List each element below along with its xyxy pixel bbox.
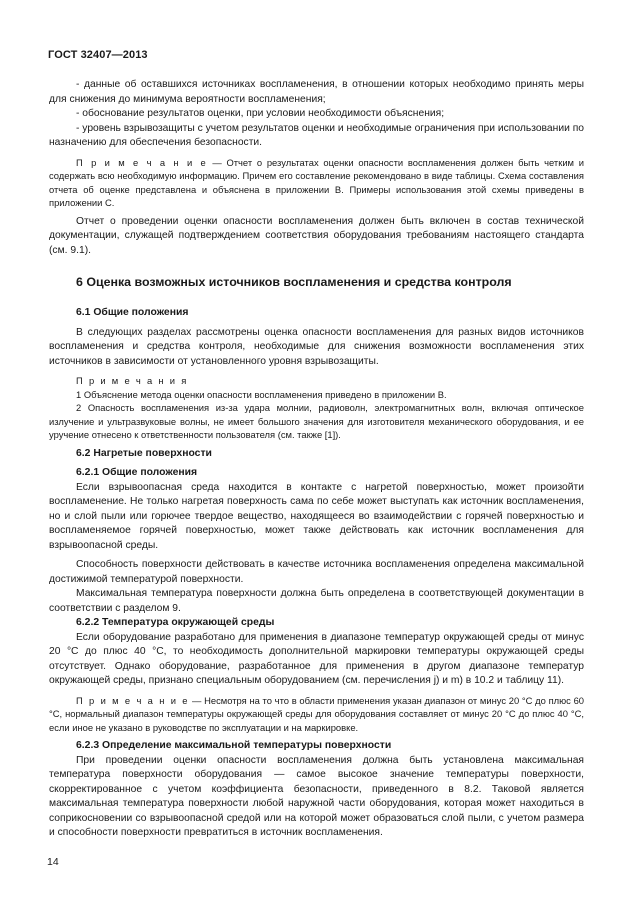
document-body [49,78,584,841]
section-6-heading: 6 Оценка возможных источников воспламенения и средства контроля [76,275,512,289]
paragraph-6-2-2: Если оборудование разработано для применения в диапазоне температур окружающей среды от минус 20 °С до плюс 40 °С, то необходимость дополнительной маркировки температуры окружающей среды отсутствует. Однако оборудование, разработанное для применения в другом диапазоне температур окружающей среды, признано специальным оборудованием (см. перечисления j) и m) в 10.2 и таблицу 11). [49,631,584,686]
list-item: - уровень взрывозащиты с учетом результатов оценки и необходимые ограничения при использовании по назначению для обеспечения безопасности. [49,122,584,148]
section-6-1-heading: 6.1 Общие положения [76,307,189,318]
section-6-2-1-heading: 6.2.1 Общие положения [76,467,198,478]
paragraph-6-2-3: При проведении оценки опасности воспламенения должна быть установлена максимальная температура поверхности оборудования — самое высокое значение температуры поверхности, скорректированное с учетом коэффициента безопасности, приведенного в 8.2. Таковой является максимальная температура поверхности любой наружной части оборудования, которая может находиться в соприкосновении со взрывоопасной средой или на которой может образоваться слой пыли, с учетом размера и способности поверхности превратиться в источник воспламенения. [49,754,584,838]
section-6-2-heading: 6.2 Нагретые поверхности [76,447,212,459]
note-text: — Отчет о результатах оценки опасности воспламенения должен быть четким и содержать всю необходимую информацию. Причем его составление рекомендовано в виде таблицы. Схема составления отчета об оценке представлена и объяснена в приложении В. Примеры использования этой схемы приведены в приложении С. [49,156,584,208]
section-6-2-2-heading: 6.2.2 Температура окружающей среды [76,617,275,628]
note-report-format [49,156,584,210]
note-ambient-temperature [49,694,584,735]
notes-label: П р и м е ч а н и я [76,375,189,386]
list-item: - данные об оставшихся источниках воспламенения, в отношении которых необходимо принять меры для снижения до минимума вероятности воспламенения; [49,79,584,105]
list-item: - обоснование результатов оценки, при условии необходимости объяснения; [76,108,445,119]
note-label: П р и м е ч а н и е [76,694,190,706]
paragraph-6-2-1-b: Способность поверхности действовать в качестве источника воспламенения определена максимальной достижимой температурой поверхности. [49,559,584,585]
note-text: — Несмотря на то что в области применения указан диапазон от минус 20 °С до плюс 60 °С, нормальный диапазон температуры окружающей среды для оборудования составляет от минус 20 °С до плюс 40 °С, если иное не указано в руководстве по эксплуатации и на маркировке. [49,694,584,733]
section-6-2-3-heading: 6.2.3 Определение максимальной температуры поверхности [76,740,392,751]
document-code-header: ГОСТ 32407—2013 [48,49,148,61]
paragraph-6-2-1-a: Если взрывоопасная среда находится в контакте с нагретой поверхностью, может произойти воспламенение. Не только нагретая поверхность сама по себе может выступать как источник воспламенения, но и слой пыли или горючее твердое вещество, находящееся во взаимодействии с горячей поверхностью и воспламеняемое горячей поверхностью, может также действовать как источник воспламенения для взрывоопасной среды. [49,481,584,551]
paragraph-6-1: В следующих разделах рассмотрены оценка опасности воспламенения для разных видов источников воспламенения и средства контроля, необходимые для снижения возможности воспламенения этих источников в зависимости от установленного уровня взрывозащиты. [49,326,584,367]
note-2: 2 Опасность воспламенения из-за удара молнии, радиоволн, электромагнитных волн, включая оптическое излучение и ультразвуковые волны, не имеет большого значения для изготовителя механического оборудования, и ее уручение отнесено к ответственности пользователя (см. также [1]). [49,402,584,440]
note-label: П р и м е ч а н и е [76,156,208,168]
note-1: 1 Объяснение метода оценки опасности воспламенения приведено в приложении В. [76,388,447,400]
paragraph-report: Отчет о проведении оценки опасности воспламенения должен быть включен в состав технической документации, служащей подтверждением соответствия оборудования требованиям настоящего стандарта (см. 9.1). [49,215,584,256]
page-number: 14 [47,856,59,868]
paragraph-6-2-1-c: Максимальная температура поверхности должна быть определена в соответствующей документации в соответствии с разделом 9. [49,588,584,614]
